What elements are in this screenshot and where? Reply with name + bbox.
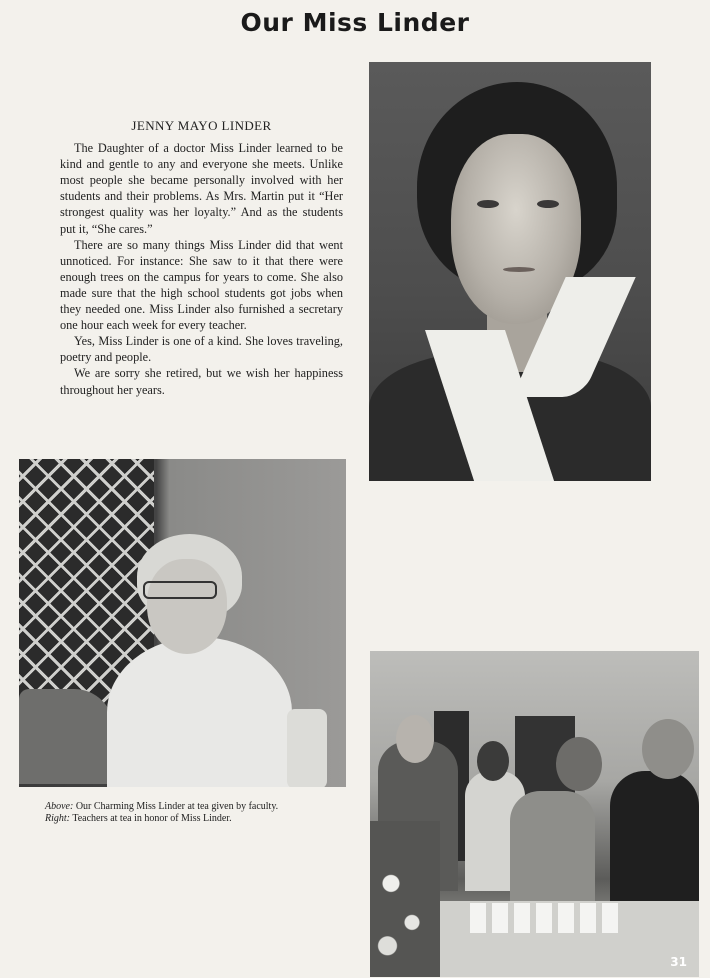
woman-head: [477, 741, 509, 781]
article-paragraph: There are so many things Miss Linder did that went unnoticed. For instance: She saw to it that there were enough trees on the campus for years to come. She also made sure that the high school students got jobs when they needed one. Miss Linder also furnished a secretary one hour each week for every teacher.: [60, 237, 343, 333]
portrait-eye-right: [537, 200, 559, 208]
caption-right: [45, 813, 345, 825]
photo-caption: [45, 801, 345, 824]
tea-photo-face: [147, 559, 227, 654]
caption-right-text: Teachers at tea in honor of Miss Linder.: [72, 812, 232, 824]
article-paragraph: Yes, Miss Linder is one of a kind. She loves traveling, poetry and people.: [60, 334, 343, 365]
flower-arrangement: [370, 821, 440, 977]
teachers-tea-photo: [370, 651, 699, 977]
article-paragraph: The Daughter of a doctor Miss Linder learned to be kind and gentle to any and everyone she meets. Unlike most people she became personally involved with her students and their problems. As Mrs. Martin put it “Her strongest quality was her loyalty.” And as the students put it, “She cares.”: [60, 141, 343, 236]
woman-head: [642, 719, 694, 779]
dress: [107, 637, 292, 787]
tea-cups: [470, 903, 620, 933]
portrait-mouth: [503, 267, 535, 272]
portrait-photo: [369, 62, 651, 481]
caption-above: [45, 801, 345, 813]
caption-above-text: Our Charming Miss Linder at tea given by faculty.: [75, 801, 279, 812]
chair: [19, 689, 114, 784]
woman-head: [556, 737, 602, 791]
page-number: 31: [670, 955, 687, 969]
armrest: [287, 709, 327, 787]
portrait-eye-left: [477, 200, 499, 208]
page-title: Our Miss Linder: [240, 8, 470, 37]
glasses: [143, 581, 217, 599]
article: [60, 118, 343, 398]
caption-right-label: Right:: [45, 812, 70, 824]
caption-above-label: Above:: [45, 801, 74, 812]
miss-linder-tea-photo: [19, 459, 346, 787]
article-heading: JENNY MAYO LINDER: [131, 118, 272, 133]
man-head: [396, 715, 434, 763]
article-paragraph: We are sorry she retired, but we wish her happiness throughout her years.: [60, 366, 343, 397]
